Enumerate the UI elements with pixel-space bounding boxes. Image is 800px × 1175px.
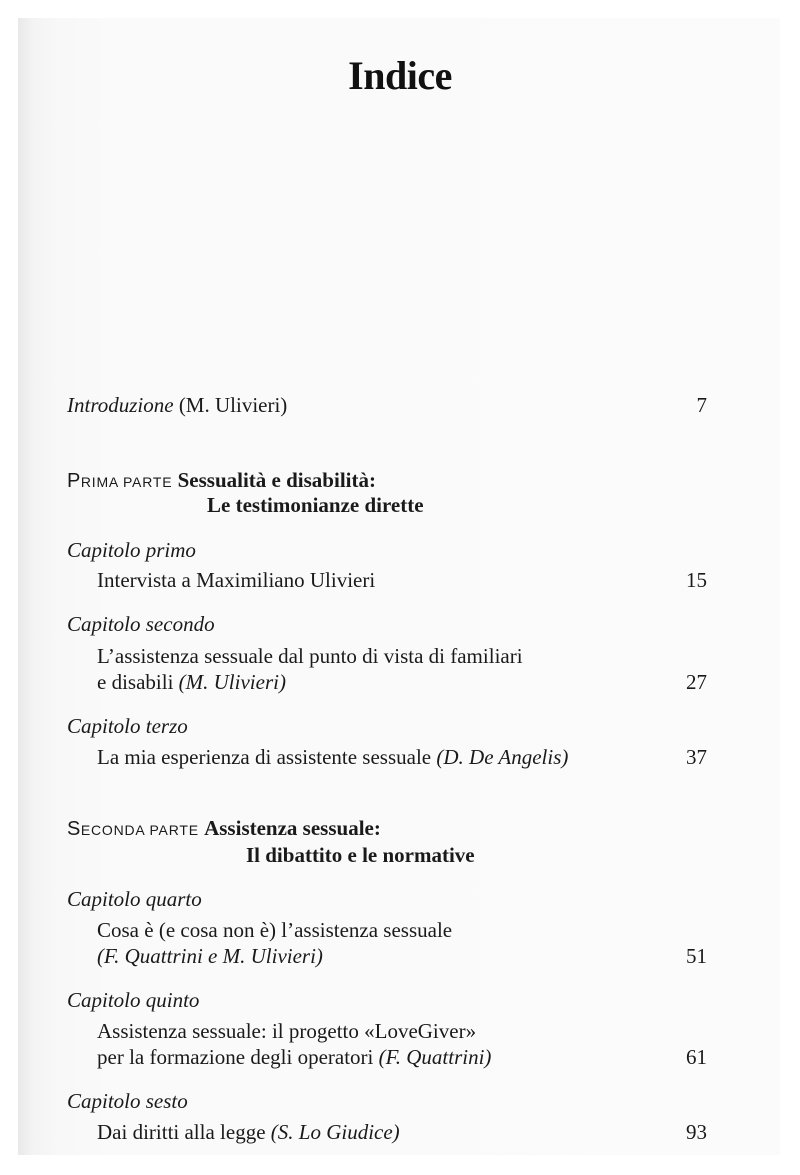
part-heading-2: [67, 815, 381, 843]
toc-entry-chapter-1[interactable]: Intervista a Maximiliano Ulivieri: [97, 568, 376, 592]
toc-entry-introduction[interactable]: [67, 392, 707, 418]
toc-entry-chapter-2-line2[interactable]: e disabili (M. Ulivieri): [97, 670, 286, 694]
page-title: Indice: [348, 53, 452, 98]
toc-entry-chapter-6[interactable]: Dai diritti alla legge (S. Lo Giudice): [97, 1120, 400, 1144]
chapter-heading: Capitolo quarto: [67, 887, 202, 911]
toc-entry-chapter-5-line2[interactable]: per la formazione degli operatori (F. Quattrini): [97, 1045, 492, 1069]
part-title-2-line2: Il dibattito e le normative: [246, 843, 475, 867]
toc-entry-chapter-4[interactable]: Cosa è (e cosa non è) l’assistenza sessuale: [97, 918, 453, 942]
toc-entry-chapter-2[interactable]: L’assistenza sessuale dal punto di vista di familiari: [97, 644, 523, 668]
part-title-1-line2: Le testimonianze dirette: [207, 493, 424, 517]
chapter-heading: Capitolo quinto: [67, 988, 200, 1012]
toc-entry-chapter-3[interactable]: La mia esperienza di assistente sessuale (D. De Angelis): [97, 745, 569, 769]
chapter-2-page-number: 27: [686, 670, 707, 694]
introduction-label: Introduzione: [67, 393, 174, 417]
chapter-4-page-number: 51: [686, 944, 707, 968]
part-title-2-line1: Assistenza sessuale:: [204, 816, 381, 840]
chapter-heading: Capitolo secondo: [67, 612, 215, 636]
chapter-heading: Capitolo terzo: [67, 714, 188, 738]
part-label-1: PRIMA PARTE: [67, 470, 173, 492]
part-heading-1: [67, 467, 376, 495]
toc-entry-chapter-4-line2[interactable]: (F. Quattrini e M. Ulivieri): [97, 944, 323, 968]
part-label-2: SECONDA PARTE: [67, 818, 199, 840]
chapter-heading: Capitolo primo: [67, 538, 196, 562]
introduction-author: (M. Ulivieri): [178, 393, 288, 417]
introduction-page-number: 7: [696, 393, 707, 417]
chapter-1-page-number: 15: [686, 568, 707, 592]
chapter-5-page-number: 61: [686, 1045, 707, 1069]
toc-entry-chapter-5[interactable]: Assistenza sessuale: il progetto «LoveGiver»: [97, 1019, 477, 1043]
chapter-3-page-number: 37: [686, 745, 707, 769]
chapter-6-page-number: 93: [686, 1120, 707, 1144]
chapter-heading: Capitolo sesto: [67, 1089, 188, 1113]
part-title-1-line1: Sessualità e disabilità:: [177, 468, 376, 492]
